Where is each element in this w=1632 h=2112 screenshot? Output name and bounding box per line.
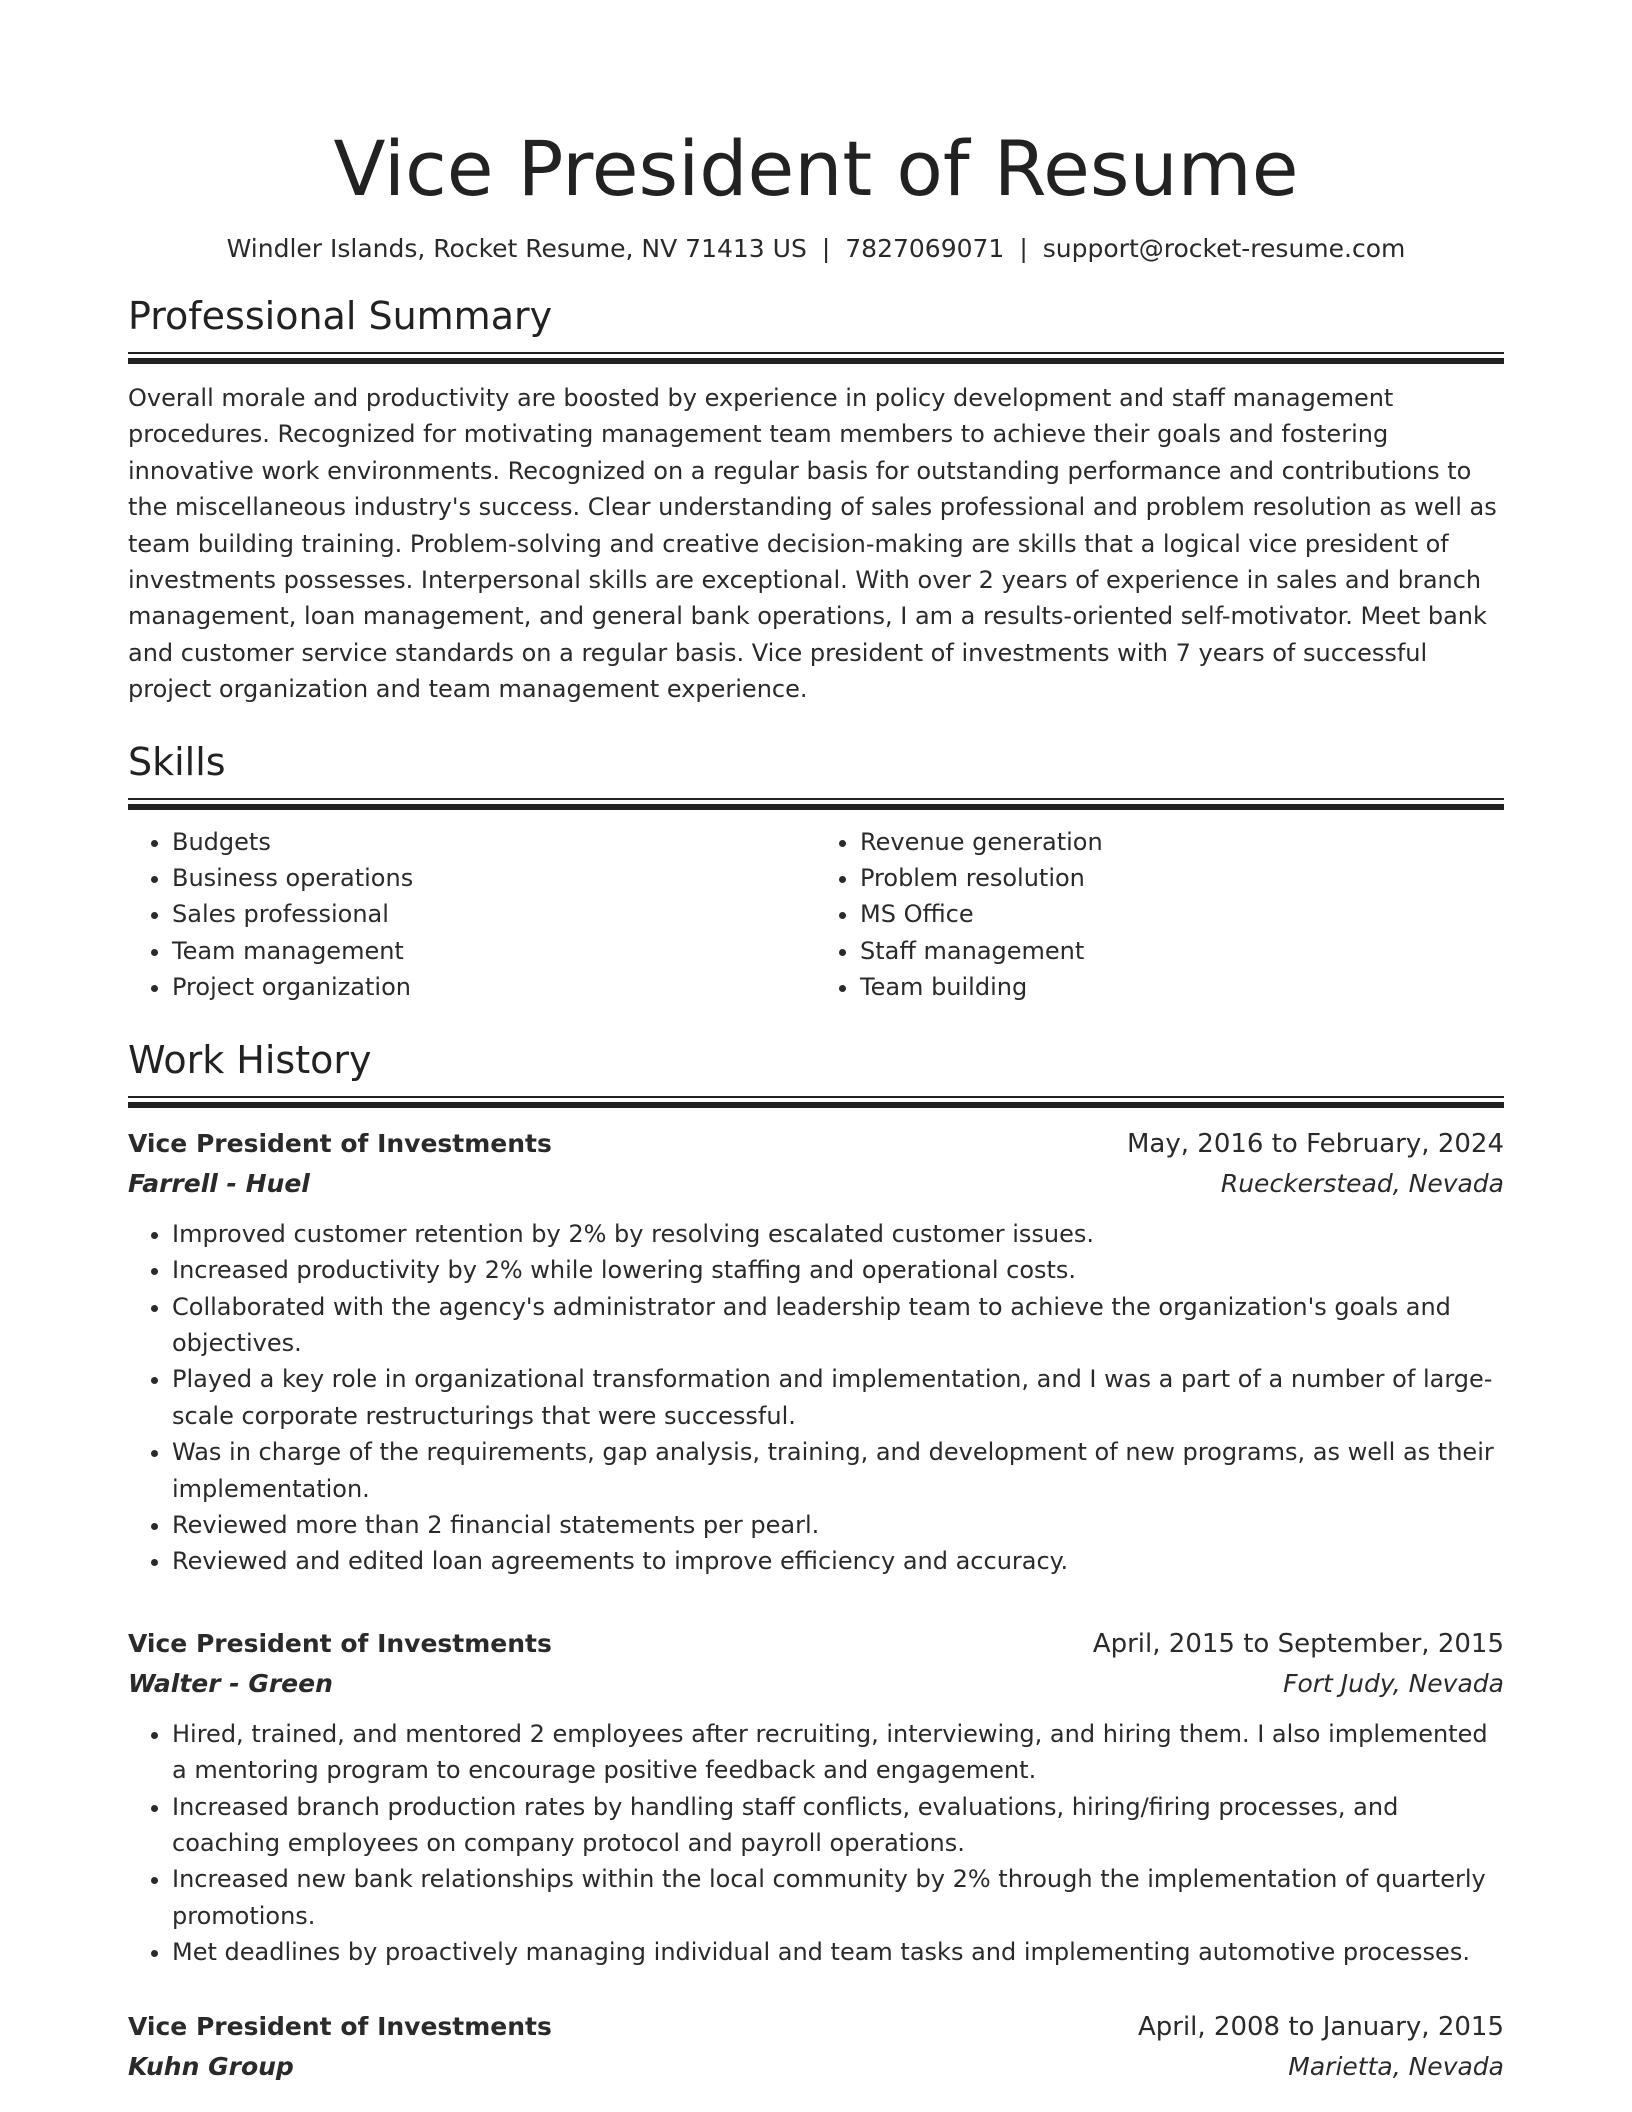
resume-name: Vice President of Resume	[333, 124, 1299, 213]
section-divider-thin	[128, 798, 1504, 800]
section-divider-thick	[128, 1102, 1504, 1108]
contact-address: Windler Islands, Rocket Resume, NV 71413 US	[226, 234, 807, 263]
skill-item: • Sales professional	[172, 896, 816, 932]
job-dates: April, 2015 to September, 2015	[1092, 1628, 1504, 1659]
job-dates: May, 2016 to February, 2024	[1127, 1128, 1504, 1159]
job-location: Rueckerstead, Nevada	[1220, 1168, 1504, 1198]
contact-line	[128, 232, 1504, 266]
job-company-row	[128, 1164, 1504, 1204]
job-header-row	[128, 1124, 1504, 1164]
job-bullets	[128, 1716, 1504, 1971]
job-bullet: • Met deadlines by proactively managing individual and team tasks and implementing automotive processes.	[172, 1934, 1504, 1970]
job-bullet: • Reviewed and edited loan agreements to improve efficiency and accuracy.	[172, 1543, 1504, 1579]
job-location: Marietta, Nevada	[1288, 2051, 1504, 2081]
job-header-row	[128, 2007, 1504, 2047]
skill-item: • Revenue generation	[860, 824, 1504, 860]
contact-phone: 7827069071	[845, 234, 1005, 263]
section-title-work-history: Work History	[128, 1037, 372, 1082]
job-bullet: • Was in charge of the requirements, gap analysis, training, and development of new programs, as well as their implementation.	[172, 1434, 1504, 1507]
contact-separator: |	[1019, 234, 1028, 263]
professional-summary-section	[128, 292, 1504, 708]
job-title: Vice President of Investments	[128, 1128, 552, 1158]
section-divider-thick	[128, 358, 1504, 364]
skill-item: • Team management	[172, 933, 816, 969]
job-company: Kuhn Group	[128, 2051, 294, 2081]
section-title-summary: Professional Summary	[128, 294, 553, 338]
skill-item: • Budgets	[172, 824, 816, 860]
skill-item: • MS Office	[860, 896, 1504, 932]
job-bullet: • Increased branch production rates by handling staff conflicts, evaluations, hiring/firing processes, and coaching employees on company protocol and payroll operations.	[172, 1789, 1504, 1862]
job-dates: April, 2008 to January, 2015	[1137, 2011, 1504, 2042]
job-company: Walter - Green	[128, 1668, 333, 1698]
section-divider-thin	[128, 352, 1504, 354]
job-bullet: • Played a key role in organizational transformation and implementation, and I was a part of a number of large-scale corporate restructurings that were successful.	[172, 1361, 1504, 1434]
skills-section	[128, 738, 1504, 1006]
section-divider-thin	[128, 1096, 1504, 1098]
job-header-row	[128, 1624, 1504, 1664]
job-bullet: • Increased new bank relationships within the local community by 2% through the implementation of quarterly promotions.	[172, 1861, 1504, 1934]
resume-page	[128, 0, 1504, 2087]
skill-item: • Business operations	[172, 860, 816, 896]
skill-item: • Project organization	[172, 969, 816, 1005]
skill-item: • Team building	[860, 969, 1504, 1005]
summary-text: Overall morale and productivity are boosted by experience in policy development and staff management procedures. Recognized for motivating management team members to achieve their goals and fostering innovative work environments. Recognized on a regular basis for outstanding performance and contributions to the miscellaneous industry's success. Clear understanding of sales professional and problem resolution as well as team building training. Problem-solving and creative decision-making are skills that a logical vice president of investments possesses. Interpersonal skills are exceptional. With over 2 years of experience in sales and branch management, loan management, and general bank operations, I am a results-oriented self-motivator. Meet bank and customer service standards on a regular basis. Vice president of investments with 7 years of successful project organization and team management experience.	[128, 384, 1497, 704]
work-history-section	[128, 1036, 1504, 2087]
job-company: Farrell - Huel	[128, 1168, 310, 1198]
job-bullets	[128, 1216, 1504, 1580]
skills-list-right	[816, 824, 1504, 1006]
job-company-row	[128, 1664, 1504, 1704]
contact-separator: |	[821, 234, 831, 263]
skill-item: • Staff management	[860, 933, 1504, 969]
job-bullet: • Collaborated with the agency's administrator and leadership team to achieve the organization's goals and objectives.	[172, 1289, 1504, 1362]
job-bullet: • Improved customer retention by 2% by resolving escalated customer issues.	[172, 1216, 1504, 1252]
job-company-row	[128, 2047, 1504, 2087]
job-entry	[128, 2007, 1504, 2087]
job-title: Vice President of Investments	[128, 2011, 552, 2041]
job-bullet: • Reviewed more than 2 financial statements per pearl.	[172, 1507, 1504, 1543]
job-entry	[128, 1624, 1504, 1971]
job-entry	[128, 1124, 1504, 1580]
skill-item: • Problem resolution	[860, 860, 1504, 896]
job-bullet: • Hired, trained, and mentored 2 employees after recruiting, interviewing, and hiring them. I also implemented a mentoring program to encourage positive feedback and engagement.	[172, 1716, 1504, 1789]
job-title: Vice President of Investments	[128, 1628, 552, 1658]
job-bullet: • Increased productivity by 2% while lowering staffing and operational costs.	[172, 1252, 1504, 1288]
section-title-skills: Skills	[128, 739, 226, 784]
job-location: Fort Judy, Nevada	[1283, 1668, 1504, 1698]
skills-list-left	[128, 824, 816, 1006]
section-divider-thick	[128, 804, 1504, 810]
skills-columns	[128, 824, 1504, 1006]
contact-email: support@rocket-resume.com	[1042, 234, 1406, 263]
